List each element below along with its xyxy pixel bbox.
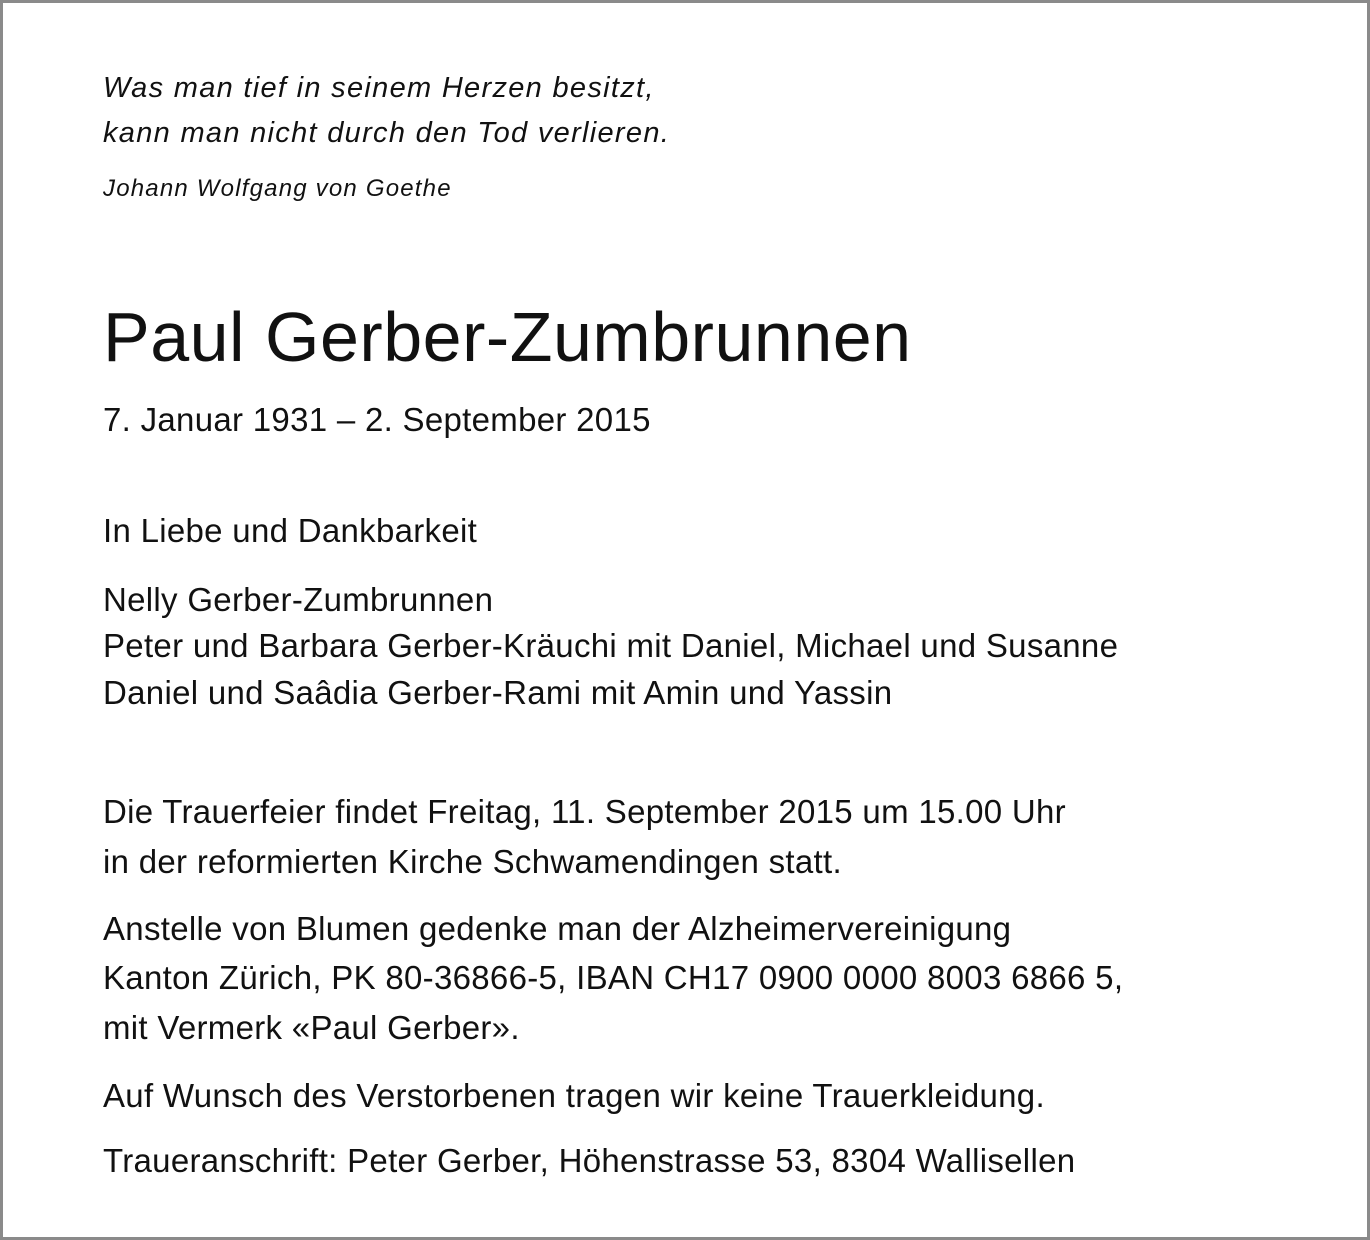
donation-line: Anstelle von Blumen gedenke man der Alzheimervereinigung (103, 910, 1012, 947)
deceased-name: Paul Gerber-Zumbrunnen (103, 298, 912, 376)
mourner-name: Daniel und Saâdia Gerber-Rami mit Amin und Yassin (103, 674, 893, 711)
mourner-name: Peter und Barbara Gerber-Kräuchi mit Daniel, Michael und Susanne (103, 627, 1119, 664)
quote-line-1: Was man tief in seinem Herzen besitzt, (103, 72, 655, 104)
mourning-address: Traueranschrift: Peter Gerber, Höhenstrasse 53, 8304 Wallisellen (103, 1142, 1076, 1179)
donation-line: mit Vermerk «Paul Gerber». (103, 1009, 520, 1046)
mourner-name: Nelly Gerber-Zumbrunnen (103, 581, 494, 618)
ceremony-line: Die Trauerfeier findet Freitag, 11. September 2015 um 15.00 Uhr (103, 793, 1066, 830)
attire-note: Auf Wunsch des Verstorbenen tragen wir keine Trauerkleidung. (103, 1077, 1045, 1114)
life-dates: 7. Januar 1931 – 2. September 2015 (103, 401, 651, 438)
quote-line-2: kann man nicht durch den Tod verlieren. (103, 117, 671, 149)
quote-author: Johann Wolfgang von Goethe (103, 175, 452, 202)
donation-line: Kanton Zürich, PK 80-36866-5, IBAN CH17 0900 0000 8003 6866 5, (103, 959, 1124, 996)
ceremony-line: in der reformierten Kirche Schwamendingen statt. (103, 843, 842, 880)
mourners-intro: In Liebe und Dankbarkeit (103, 512, 478, 549)
